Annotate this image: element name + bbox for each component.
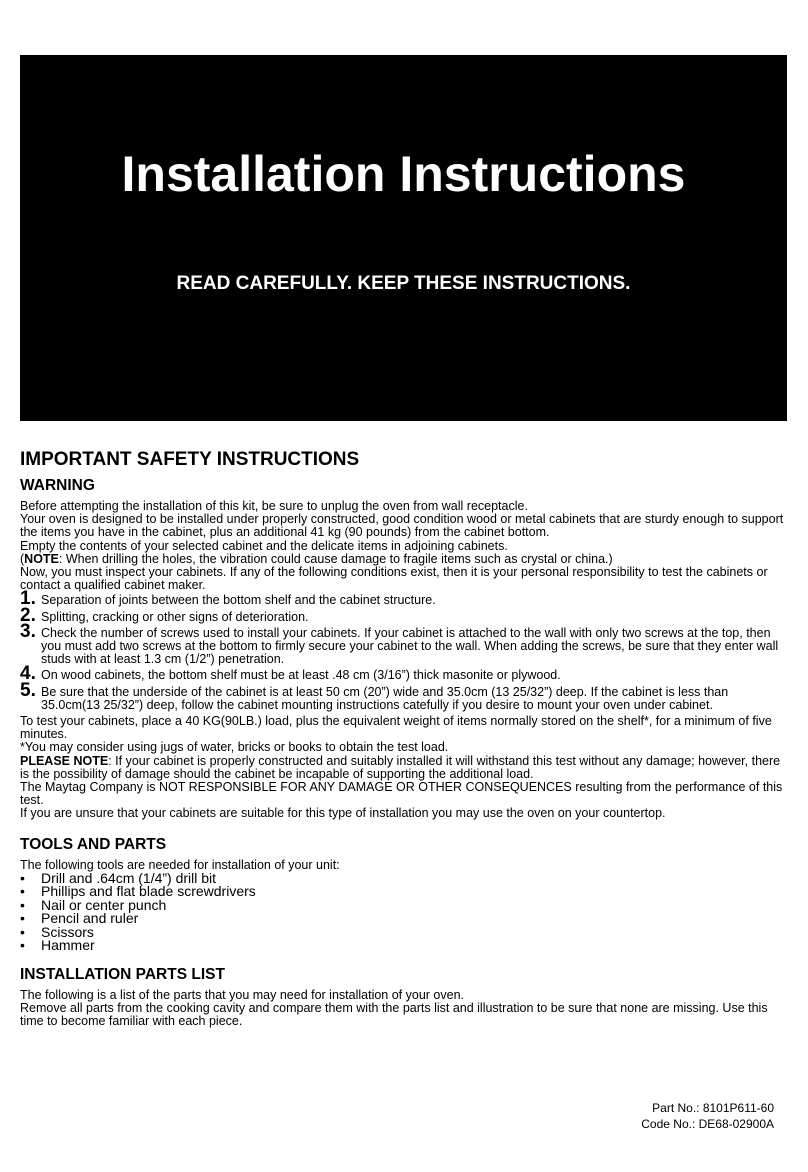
parts-paragraph: The following is a list of the parts that you may need for installation of your oven. <box>20 987 464 1002</box>
step-number: 5. <box>20 679 36 701</box>
please-note-text: : If your cabinet is properly constructed and suitably installed it will withstand this test without any damage; however, there is the possibility of damage should the cabinet be incapable of supporting the additional load. <box>20 753 781 781</box>
list-item <box>20 588 788 610</box>
safety-paragraph: Empty the contents of your selected cabinet and the delicate items in adjoining cabinets. <box>20 538 508 553</box>
list-item <box>20 939 788 953</box>
safety-paragraph: Now, you must inspect your cabinets. If any of the following conditions exist, then it is your personal responsibility to test the cabinets or contact a qualified cabinet maker. <box>20 565 768 593</box>
list-item <box>20 912 788 926</box>
safety-paragraph: Your oven is designed to be installed under properly constructed, good condition wood or metal cabinets that are sturdy enough to support the items you have in the cabinet, plus an additional 41 kg (90 pounds) from the cabinet bottom. <box>20 512 784 540</box>
tools-intro: The following tools are needed for installation of your unit: <box>20 857 340 872</box>
parts-paragraph: Remove all parts from the cooking cavity and compare them with the parts list and illustration to be sure that none are missing. Use this time to become familiar with each piece. <box>20 1001 768 1029</box>
tool-name: Pencil and ruler <box>41 910 139 927</box>
step-number: 3. <box>20 620 36 642</box>
step-text: On wood cabinets, the bottom shelf must be at least .48 cm (3/16”) thick masonite or plywood. <box>41 668 561 683</box>
step-number: 2. <box>20 604 36 626</box>
condition-list <box>20 588 788 712</box>
bullet-icon: • <box>20 883 25 900</box>
step-text: Separation of joints between the bottom shelf and the cabinet structure. <box>41 593 436 608</box>
tools-heading: TOOLS AND PARTS <box>20 835 167 853</box>
tool-name: Drill and .64cm (1/4”) drill bit <box>41 869 217 886</box>
list-item <box>20 923 788 940</box>
safety-heading: IMPORTANT SAFETY INSTRUCTIONS <box>20 449 360 470</box>
footnote: *You may consider using jugs of water, bricks or books to obtain the test load. <box>20 740 449 755</box>
tool-name: Scissors <box>41 923 94 940</box>
unsure-paragraph: If you are unsure that your cabinets are suitable for this type of installation you may use the oven on your countertop. <box>20 806 666 821</box>
step-number: 4. <box>20 663 36 685</box>
tool-name: Phillips and flat blade screwdrivers <box>41 883 256 900</box>
step-number: 1. <box>20 588 36 610</box>
list-item <box>20 604 788 626</box>
tool-name: Hammer <box>41 937 95 954</box>
bullet-icon: • <box>20 896 25 913</box>
test-paragraph: To test your cabinets, place a 40 KG(90LB.) load, plus the equivalent weight of items normally stored on the shelf*, for a minimum of five minutes. <box>20 714 772 742</box>
title-banner <box>20 55 787 421</box>
step-text: Be sure that the underside of the cabinet is at least 50 cm (20”) wide and 35.0cm (13 25/32”) deep. If the cabinet is less than 35.0cm(13 25/32”) deep, follow the cabinet mounting instructions catefully if you desire to mount your oven under cabinet. <box>41 684 729 712</box>
note-open: ( <box>20 551 25 566</box>
code-number: Code No.: DE68-02900A <box>641 1117 774 1131</box>
spacer <box>20 821 788 835</box>
please-note-paragraph <box>20 755 788 781</box>
document-body <box>20 448 788 1028</box>
warning-heading: WARNING <box>20 477 95 494</box>
page-subtitle: READ CAREFULLY. KEEP THESE INSTRUCTIONS. <box>176 273 631 294</box>
parts-heading: INSTALLATION PARTS LIST <box>20 965 225 983</box>
spacer <box>20 953 788 965</box>
safety-paragraph: Before attempting the installation of this kit, be sure to unplug the oven from wall receptacle. <box>20 499 528 513</box>
list-item <box>20 663 788 685</box>
bullet-icon: • <box>20 910 25 927</box>
tool-name: Nail or center punch <box>41 896 167 913</box>
please-note-label: PLEASE NOTE <box>20 753 109 768</box>
bullet-icon: • <box>20 923 25 940</box>
step-text: Splitting, cracking or other signs of deterioration. <box>41 609 309 624</box>
step-text: Check the number of screws used to install your cabinets. If your cabinet is attached to the wall with only two screws at the top, then you must add two screws at the bottom to firmly secure your cabinet to the wall. When adding the screws, be sure that they enter wall studs with at least 1.3 cm (1/2”) penetration. <box>41 625 779 667</box>
bullet-icon: • <box>20 869 25 886</box>
tools-list <box>20 869 788 954</box>
page-title: Installation Instructions <box>121 146 686 202</box>
note-text: : When drilling the holes, the vibration could cause damage to fragile items such as crystal or china.) <box>58 551 613 566</box>
document-footer <box>641 1100 774 1132</box>
bullet-icon: • <box>20 937 25 954</box>
note-label: NOTE <box>24 551 59 566</box>
part-number: Part No.: 8101P611-60 <box>652 1101 774 1115</box>
list-item <box>20 620 788 667</box>
list-item <box>20 679 788 712</box>
maytag-paragraph: The Maytag Company is NOT RESPONSIBLE FOR ANY DAMAGE OR OTHER CONSEQUENCES resulting from the performance of this test. <box>20 780 783 808</box>
